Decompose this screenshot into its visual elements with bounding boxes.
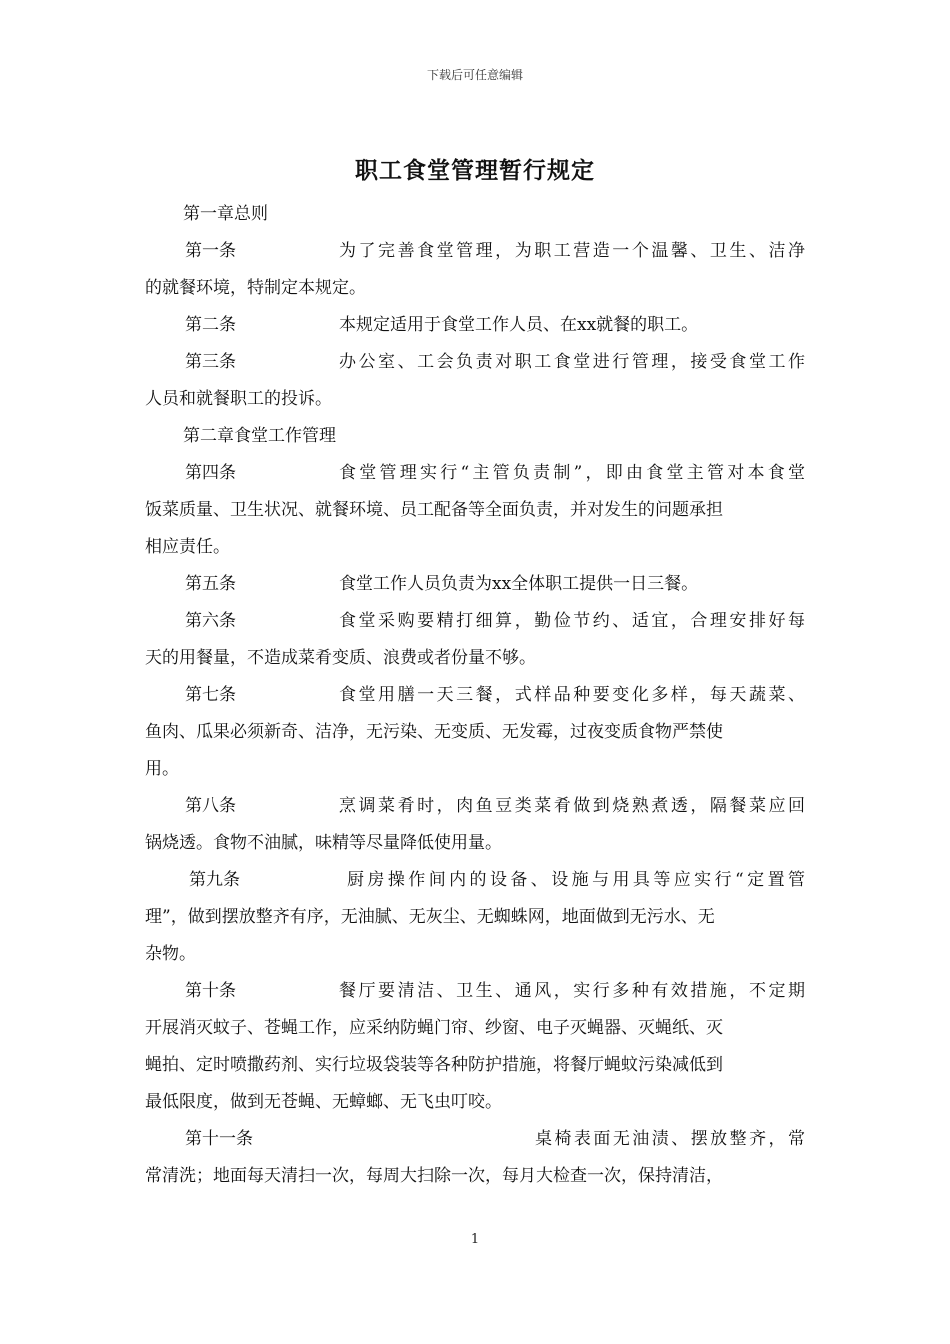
article-number: 第六条 — [185, 611, 236, 631]
article-10 — [145, 973, 805, 1121]
document-body — [145, 196, 805, 1195]
article-9 — [145, 862, 805, 973]
article-number: 第八条 — [185, 796, 236, 816]
article-text: 杂物。 — [145, 944, 196, 964]
article-number: 第三条 — [185, 352, 236, 372]
article-6 — [145, 603, 805, 677]
article-text: 开展消灭蚊子、苍蝇工作，应采纳防蝇门帘、纱窗、电子灭蝇器、灭蝇纸、灭 — [145, 1018, 723, 1038]
article-text: 蝇拍、定时喷撒药剂、实行垃圾袋装等各种防护措施，将餐厅蝇蚊污染减低到 — [145, 1055, 723, 1075]
article-text: 为了完善食堂管理，为职工营造一个温馨、卫生、洁净 — [339, 241, 805, 261]
article-text: 天的用餐量，不造成菜肴变质、浪费或者份量不够。 — [145, 648, 536, 668]
article-1 — [145, 233, 805, 307]
article-text: 食堂用膳一天三餐，式样品种要变化多样，每天蔬菜、 — [339, 685, 805, 705]
article-text: 烹调菜肴时，肉鱼豆类菜肴做到烧熟煮透，隔餐菜应回 — [339, 796, 805, 816]
article-number: 第九条 — [189, 870, 240, 890]
article-text: 餐厅要清洁、卫生、通风，实行多种有效措施，不定期 — [339, 981, 805, 1001]
article-text: 用。 — [145, 759, 179, 779]
article-text: 桌椅表面无油渍、摆放整齐，常 — [535, 1129, 805, 1149]
article-8 — [145, 788, 805, 862]
article-text: 厨房操作间内的设备、设施与用具等应实行“定置管 — [347, 870, 805, 890]
article-number: 第五条 — [185, 574, 236, 594]
article-2 — [145, 307, 805, 344]
article-text: 食堂工作人员负责为xx全体职工提供一日三餐。 — [339, 574, 699, 594]
article-text: 鱼肉、瓜果必须新奇、洁净，无污染、无变质、无发霉，过夜变质食物严禁使 — [145, 722, 723, 742]
article-4 — [145, 455, 805, 566]
article-5 — [145, 566, 805, 603]
article-text: 理”，做到摆放整齐有序，无油腻、无灰尘、无蜘蛛网，地面做到无污水、无 — [145, 907, 715, 927]
page-number: 1 — [470, 1232, 480, 1247]
article-7 — [145, 677, 805, 788]
chapter-heading-1: 第一章总则 — [183, 204, 268, 224]
article-11 — [145, 1121, 805, 1195]
article-text: 相应责任。 — [145, 537, 230, 557]
article-number: 第二条 — [185, 315, 236, 335]
page-header-note: 下载后可任意编辑 — [426, 68, 523, 82]
article-text: 的就餐环境，特制定本规定。 — [145, 278, 366, 298]
article-text: 本规定适用于食堂工作人员、在xx就餐的职工。 — [339, 315, 699, 335]
article-number: 第十一条 — [185, 1129, 253, 1149]
document-title: 职工食堂管理暂行规定 — [355, 157, 595, 184]
article-number: 第十条 — [185, 981, 236, 1001]
article-text: 办公室、工会负责对职工食堂进行管理，接受食堂工作 — [339, 352, 805, 372]
article-text: 最低限度，做到无苍蝇、无蟑螂、无飞虫叮咬。 — [145, 1092, 502, 1112]
article-text: 食堂采购要精打细算，勤俭节约、适宜，合理安排好每 — [339, 611, 805, 631]
article-text: 人员和就餐职工的投诉。 — [145, 389, 332, 409]
article-number: 第四条 — [185, 463, 236, 483]
article-text: 饭菜质量、卫生状况、就餐环境、员工配备等全面负责，并对发生的问题承担 — [145, 500, 723, 520]
article-3 — [145, 344, 805, 418]
article-text: 常清洗；地面每天清扫一次，每周大扫除一次，每月大检查一次，保持清洁， — [145, 1166, 723, 1186]
article-number: 第七条 — [185, 685, 236, 705]
chapter-heading-2: 第二章食堂工作管理 — [183, 426, 336, 446]
article-number: 第一条 — [185, 241, 236, 261]
article-text: 食堂管理实行“主管负责制”，即由食堂主管对本食堂 — [339, 463, 805, 483]
article-text: 锅烧透。食物不油腻，味精等尽量降低使用量。 — [145, 833, 502, 853]
